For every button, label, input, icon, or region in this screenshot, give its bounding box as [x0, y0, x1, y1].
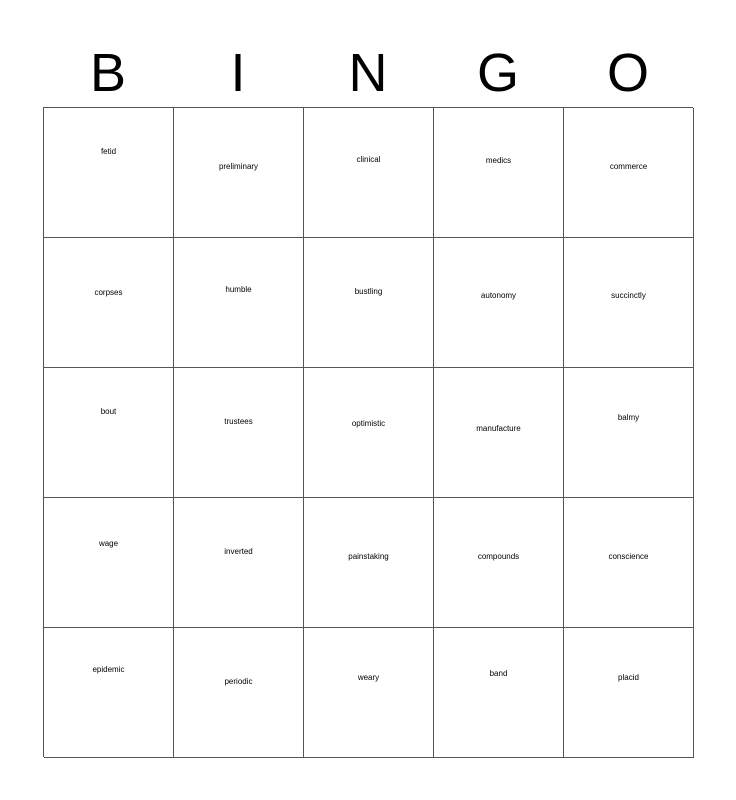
header-letter-b: B — [89, 43, 127, 103]
cell-word: placid — [618, 673, 639, 682]
cell-word: preliminary — [218, 162, 259, 171]
cell-word: bustling — [354, 287, 383, 296]
cell-word: autonomy — [480, 291, 517, 300]
header-letter-o: O — [606, 43, 649, 103]
cell-word: trustees — [224, 417, 253, 426]
cell-word: compounds — [477, 552, 520, 561]
bingo-cell — [304, 368, 434, 498]
bingo-cell — [44, 628, 174, 758]
bingo-cell — [434, 238, 564, 368]
cell-word: fetid — [100, 147, 117, 156]
cell-word: band — [489, 669, 508, 678]
bingo-cell — [44, 368, 174, 498]
cell-word: conscience — [608, 552, 649, 561]
cell-word: clinical — [356, 155, 381, 164]
bingo-cell — [564, 498, 694, 628]
cell-word: painstaking — [348, 552, 389, 561]
cell-word: wage — [98, 539, 119, 548]
bingo-cell — [174, 238, 304, 368]
bingo-cell — [434, 108, 564, 238]
bingo-board — [43, 107, 693, 757]
cell-word: epidemic — [92, 665, 125, 674]
header-letter-i: I — [230, 43, 246, 103]
bingo-cell — [174, 368, 304, 498]
bingo-cell — [564, 238, 694, 368]
bingo-cell — [564, 108, 694, 238]
cell-word: corpses — [94, 288, 123, 297]
cell-word: bout — [100, 407, 117, 416]
bingo-cell — [564, 368, 694, 498]
bingo-cell — [434, 498, 564, 628]
cell-word: medics — [485, 156, 512, 165]
cell-word: periodic — [224, 677, 253, 686]
cell-word: commerce — [609, 162, 648, 171]
cell-word: optimistic — [351, 419, 386, 428]
bingo-cell — [174, 498, 304, 628]
bingo-cell — [434, 628, 564, 758]
bingo-cell — [174, 628, 304, 758]
header-letter-g: G — [476, 43, 519, 103]
bingo-header — [43, 40, 693, 106]
bingo-cell — [434, 368, 564, 498]
header-letter-n: N — [348, 43, 388, 103]
bingo-cell — [44, 498, 174, 628]
bingo-cell — [44, 238, 174, 368]
bingo-cell — [304, 628, 434, 758]
bingo-cell — [304, 238, 434, 368]
bingo-cell — [174, 108, 304, 238]
bingo-cell — [44, 108, 174, 238]
cell-word: manufacture — [476, 424, 521, 433]
cell-word: humble — [225, 285, 252, 294]
bingo-cell — [304, 498, 434, 628]
cell-word: inverted — [224, 547, 253, 556]
cell-word: weary — [357, 673, 380, 682]
bingo-cell — [564, 628, 694, 758]
cell-word: balmy — [617, 413, 640, 422]
bingo-cell — [304, 108, 434, 238]
cell-word: succinctly — [611, 291, 646, 300]
